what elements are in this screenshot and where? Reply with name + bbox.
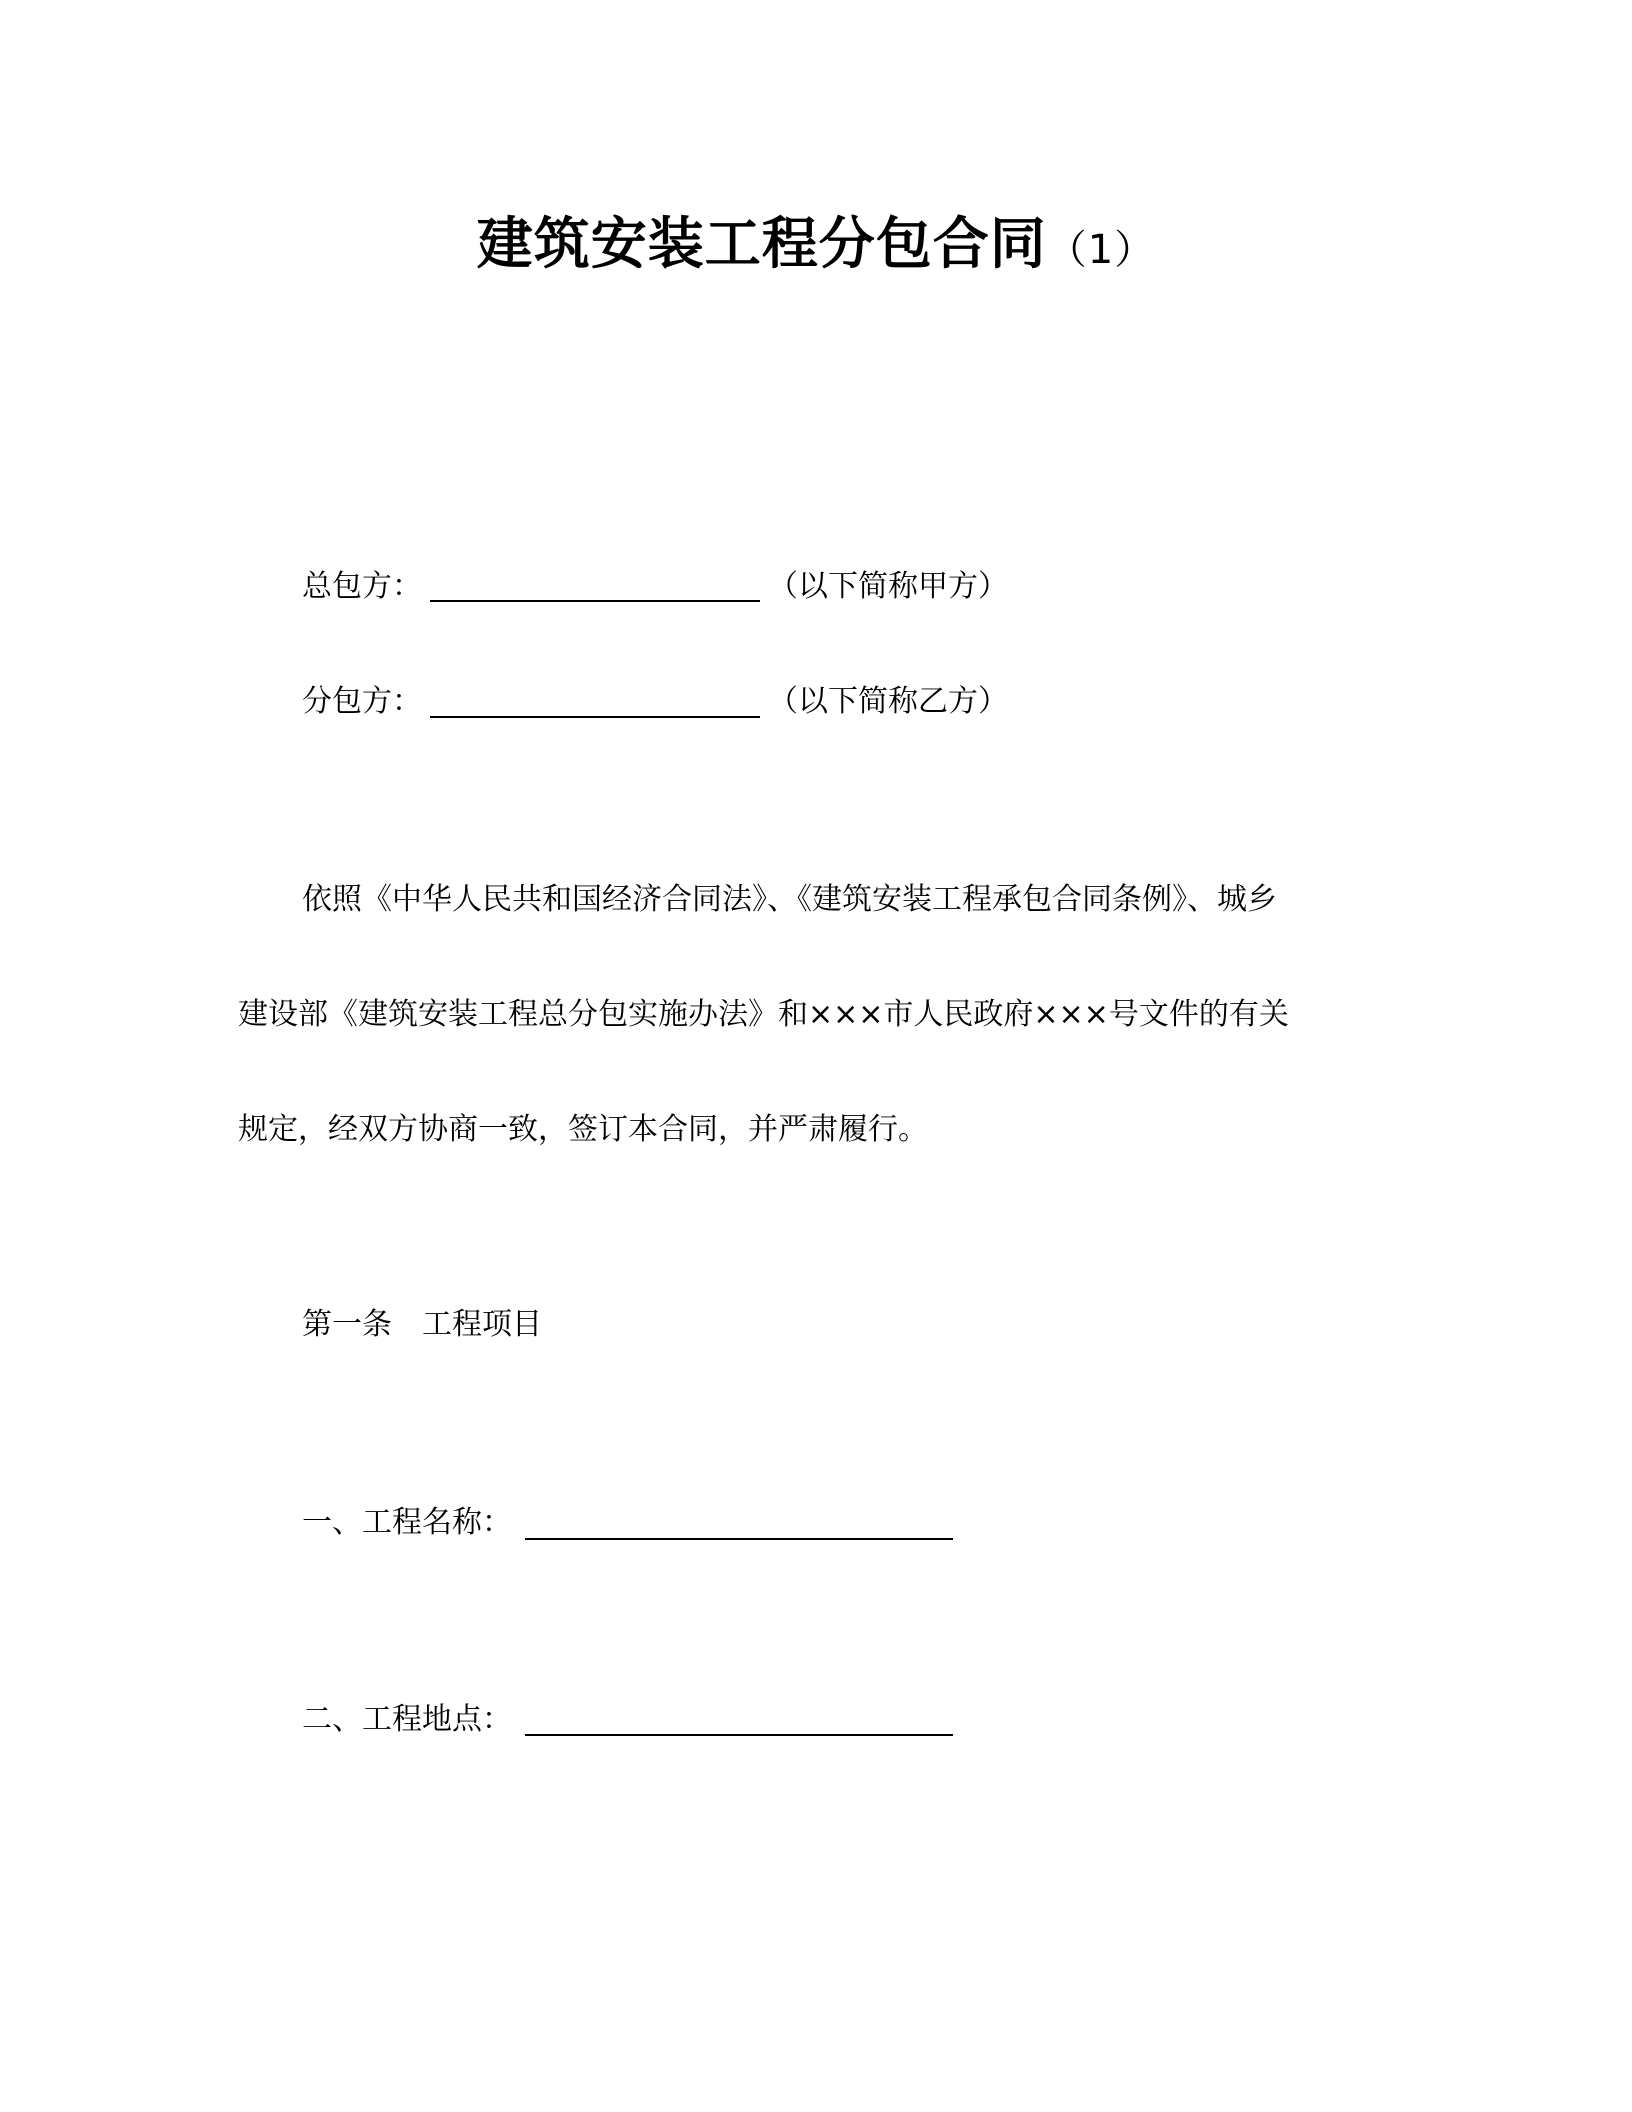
subcontractor-blank [430,716,760,718]
project-location-blank [525,1734,953,1736]
project-name-label: 一、工程名称： [302,1505,512,1540]
title-suffix: （1） [1046,227,1156,273]
preamble-line-2: 建设部《建筑安装工程总分包实施办法》和×××市人民政府×××号文件的有关 [238,997,1289,1032]
project-name-blank [525,1538,953,1540]
document-title [0,200,1632,280]
contractor-note: （以下简称甲方） [768,569,1008,604]
subcontractor-label: 分包方： [302,684,422,719]
title-main: 建筑安装工程分包合同 [476,212,1047,277]
project-location-label: 二、工程地点： [302,1702,512,1737]
article-1-heading: 第一条 工程项目 [302,1307,542,1342]
subcontractor-note: （以下简称乙方） [768,684,1008,719]
contractor-blank [430,600,760,602]
contractor-label: 总包方： [302,569,422,604]
preamble-line-3: 规定，经双方协商一致，签订本合同，并严肃履行。 [238,1112,928,1147]
preamble-line-1: 依照《中华人民共和国经济合同法》、《建筑安装工程承包合同条例》、城乡 [302,882,1277,917]
